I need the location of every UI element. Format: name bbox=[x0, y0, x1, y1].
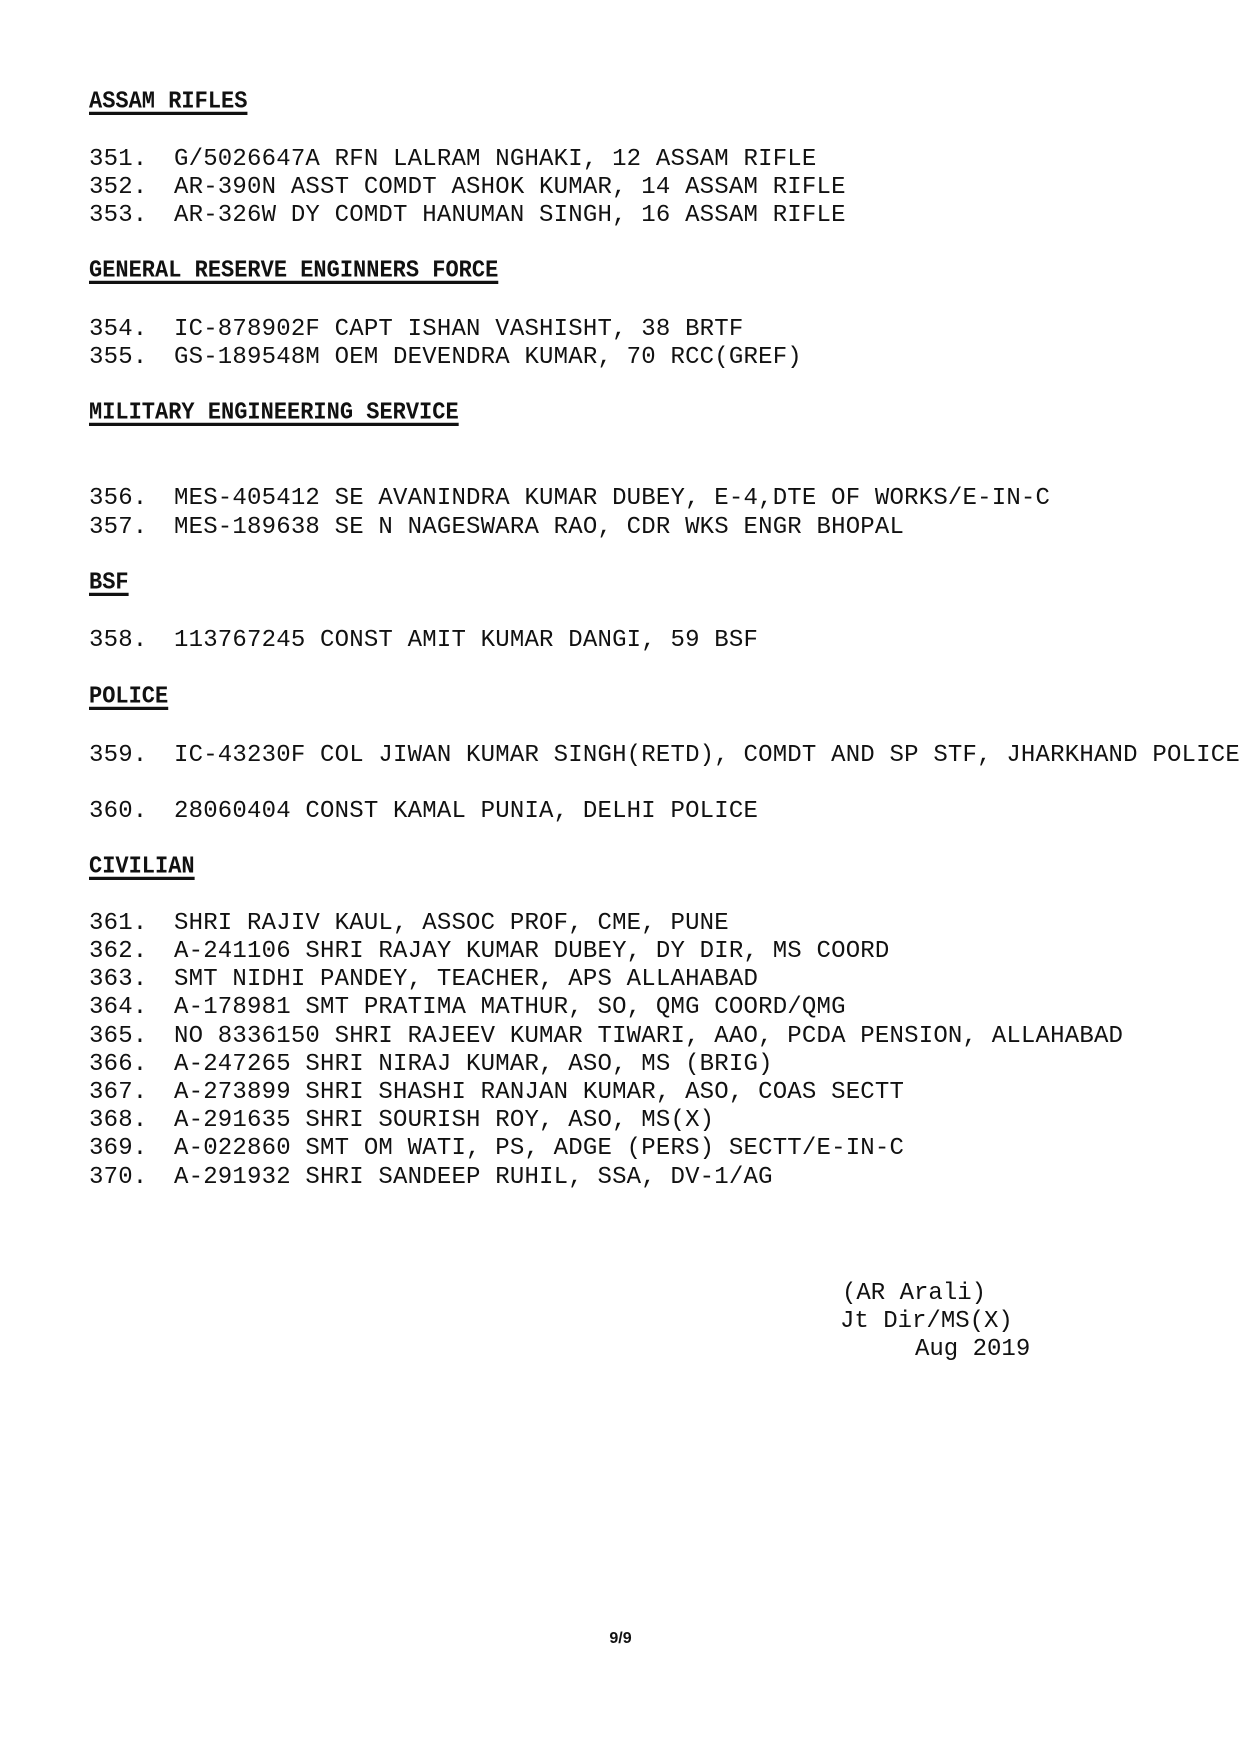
list-item bbox=[89, 627, 1241, 655]
list-item bbox=[89, 485, 1241, 513]
item-number: 362. bbox=[89, 938, 148, 965]
item-text: AR-390N ASST COMDT ASHOK KUMAR, 14 ASSAM RIFLE bbox=[174, 174, 846, 201]
item-number: 368. bbox=[89, 1107, 148, 1134]
list-item bbox=[89, 1079, 1241, 1107]
item-text: GS-189548M OEM DEVENDRA KUMAR, 70 RCC(GREF) bbox=[174, 344, 802, 371]
item-text: A-291635 SHRI SOURISH ROY, ASO, MS(X) bbox=[174, 1107, 715, 1134]
item-number: 351. bbox=[89, 146, 148, 173]
item-text: A-178981 SMT PRATIMA MATHUR, SO, QMG COORD/QMG bbox=[174, 994, 846, 1021]
section-heading: MILITARY ENGINEERING SERVICE bbox=[89, 399, 459, 426]
item-number: 361. bbox=[89, 910, 148, 937]
item-number: 359. bbox=[89, 742, 148, 769]
item-text: SMT NIDHI PANDEY, TEACHER, APS ALLAHABAD bbox=[174, 966, 759, 993]
list-item bbox=[89, 798, 1241, 826]
section-heading: CIVILIAN bbox=[89, 853, 195, 880]
list-item bbox=[89, 938, 1241, 966]
item-text: A-247265 SHRI NIRAJ KUMAR, ASO, MS (BRIG) bbox=[174, 1051, 773, 1078]
list-item bbox=[89, 316, 1241, 344]
item-number: 352. bbox=[89, 174, 148, 201]
list-item bbox=[89, 910, 1241, 938]
list-item bbox=[89, 966, 1241, 994]
list-item bbox=[89, 174, 1241, 202]
item-number: 358. bbox=[89, 627, 148, 654]
item-text: 28060404 CONST KAMAL PUNIA, DELHI POLICE bbox=[174, 798, 759, 825]
item-text: A-273899 SHRI SHASHI RANJAN KUMAR, ASO, COAS SECTT bbox=[174, 1079, 905, 1106]
item-text: G/5026647A RFN LALRAM NGHAKI, 12 ASSAM RIFLE bbox=[174, 146, 817, 173]
signature-name: (AR Arali) bbox=[842, 1280, 987, 1307]
item-text: A-022860 SMT OM WATI, PS, ADGE (PERS) SECTT/E-IN-C bbox=[174, 1135, 905, 1162]
page-number: 9/9 bbox=[609, 1630, 632, 1647]
list-item bbox=[89, 514, 1241, 542]
item-number: 354. bbox=[89, 316, 148, 343]
item-text: AR-326W DY COMDT HANUMAN SINGH, 16 ASSAM RIFLE bbox=[174, 202, 846, 229]
item-number: 364. bbox=[89, 994, 148, 1021]
list-item bbox=[89, 994, 1241, 1022]
item-text: IC-878902F CAPT ISHAN VASHISHT, 38 BRTF bbox=[174, 316, 744, 343]
item-number: 353. bbox=[89, 202, 148, 229]
list-item bbox=[89, 1164, 1241, 1192]
item-text: MES-405412 SE AVANINDRA KUMAR DUBEY, E-4,DTE OF WORKS/E-IN-C bbox=[174, 485, 1051, 512]
item-text: IC-43230F COL JIWAN KUMAR SINGH(RETD), COMDT AND SP STF, JHARKHAND POLICE bbox=[174, 742, 1240, 769]
list-item bbox=[89, 742, 1241, 770]
item-number: 355. bbox=[89, 344, 148, 371]
item-number: 357. bbox=[89, 514, 148, 541]
section-heading: BSF bbox=[89, 569, 129, 596]
item-number: 367. bbox=[89, 1079, 148, 1106]
signature-date: Aug 2019 bbox=[915, 1336, 1031, 1363]
section-heading: ASSAM RIFLES bbox=[89, 88, 248, 115]
list-item bbox=[89, 1107, 1241, 1135]
item-number: 369. bbox=[89, 1135, 148, 1162]
item-number: 360. bbox=[89, 798, 148, 825]
item-number: 366. bbox=[89, 1051, 148, 1078]
list-item bbox=[89, 202, 1241, 230]
item-text: A-241106 SHRI RAJAY KUMAR DUBEY, DY DIR, MS COORD bbox=[174, 938, 890, 965]
item-text: A-291932 SHRI SANDEEP RUHIL, SSA, DV-1/AG bbox=[174, 1164, 773, 1191]
list-item bbox=[89, 1051, 1241, 1079]
list-item bbox=[89, 146, 1241, 174]
item-text: SHRI RAJIV KAUL, ASSOC PROF, CME, PUNE bbox=[174, 910, 729, 937]
item-number: 363. bbox=[89, 966, 148, 993]
list-item bbox=[89, 344, 1241, 372]
item-text: 113767245 CONST AMIT KUMAR DANGI, 59 BSF bbox=[174, 627, 759, 654]
item-text: NO 8336150 SHRI RAJEEV KUMAR TIWARI, AAO, PCDA PENSION, ALLAHABAD bbox=[174, 1023, 1124, 1050]
item-number: 365. bbox=[89, 1023, 148, 1050]
signature-designation: Jt Dir/MS(X) bbox=[840, 1308, 1013, 1335]
item-number: 370. bbox=[89, 1164, 148, 1191]
section-heading: POLICE bbox=[89, 683, 169, 710]
list-item bbox=[89, 1023, 1241, 1051]
section-heading: GENERAL RESERVE ENGINNERS FORCE bbox=[89, 257, 499, 284]
item-number: 356. bbox=[89, 485, 148, 512]
list-item bbox=[89, 1135, 1241, 1163]
item-text: MES-189638 SE N NAGESWARA RAO, CDR WKS ENGR BHOPAL bbox=[174, 514, 905, 541]
